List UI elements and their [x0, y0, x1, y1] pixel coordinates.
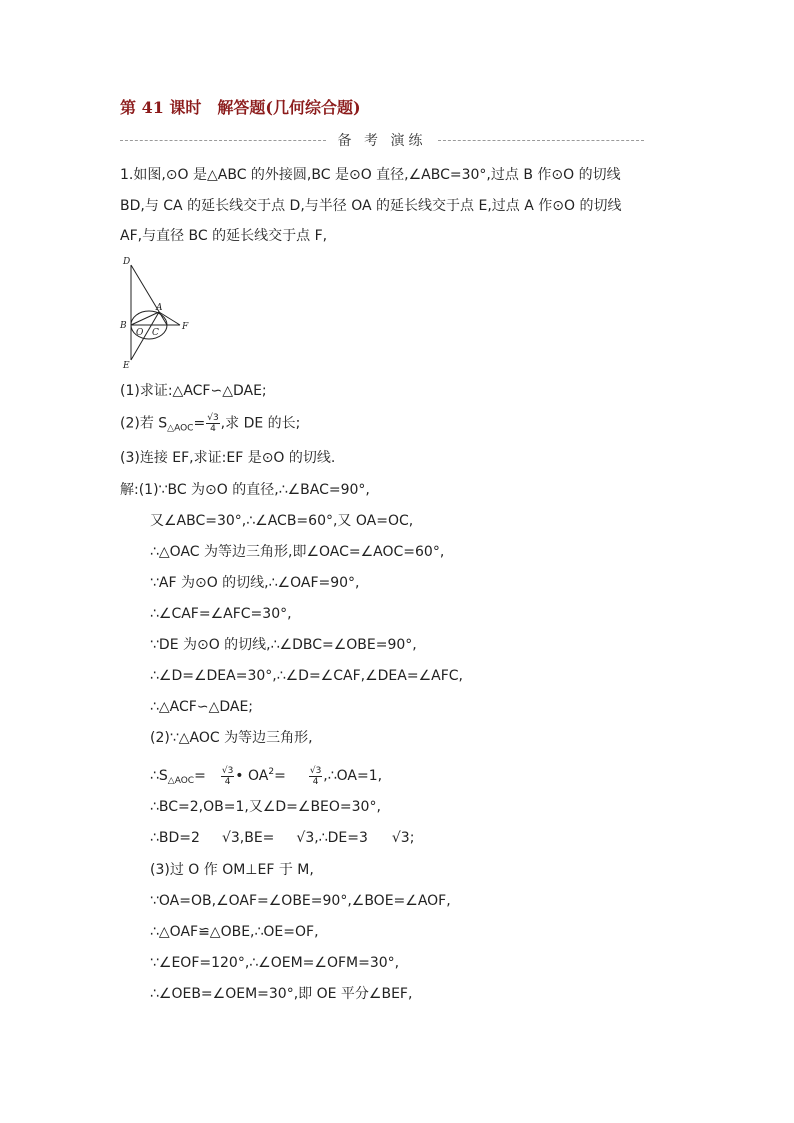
question-2-fraction: [206, 413, 219, 434]
divider-dash-left: [120, 140, 326, 141]
problem-line-1: 1.如图,⊙O 是△ABC 的外接圆,BC 是⊙O 直径,∠ABC=30°,过点 B 作⊙O 的切线: [120, 167, 621, 183]
fraction-denominator: 4: [210, 424, 216, 434]
solution-line-6: ∵DE 为⊙O 的切线,∴∠DBC=∠OBE=90°,: [150, 637, 417, 653]
fraction-numerator: √3: [221, 765, 234, 776]
fraction-numerator: √3: [207, 413, 219, 423]
label-e: E: [123, 361, 130, 370]
problem-line-3: AF,与直径 BC 的延长线交于点 F,: [120, 228, 328, 244]
area-equals-2: =: [274, 768, 286, 784]
solution-line-15: ∴△OAF≌△OBE,∴OE=OF,: [150, 924, 319, 940]
solution-line-7: ∴∠D=∠DEA=30°,∴∠D=∠CAF,∠DEA=∠AFC,: [150, 668, 463, 684]
area-equals: =: [194, 768, 206, 784]
area-superscript: 2: [268, 767, 275, 777]
question-2-subscript: △AOC: [167, 423, 194, 434]
question-1: (1)求证:△ACF∽△DAE;: [120, 383, 267, 399]
solution-line-13: (3)过 O 作 OM⊥EF 于 M,: [150, 862, 314, 878]
solution-line-2: 又∠ABC=30°,∴∠ACB=60°,又 OA=OC,: [150, 513, 414, 529]
geometry-figure: [118, 255, 196, 370]
label-c: C: [152, 328, 159, 338]
lesson-title: 第 41 课时 解答题(几何综合题): [120, 98, 361, 117]
label-a: A: [156, 303, 163, 313]
fraction-numerator: √3: [309, 765, 322, 776]
solution-line-4: ∵AF 为⊙O 的切线,∴∠OAF=90°,: [150, 575, 360, 591]
segment-dc: [131, 265, 167, 325]
solution-line-5: ∴∠CAF=∠AFC=30°,: [150, 606, 292, 622]
divider-dash-right: [438, 140, 644, 141]
question-2-prefix: (2)若 S: [120, 415, 168, 432]
question-2-suffix: ,求 DE 的长;: [220, 415, 301, 432]
solution-line-1: 解:(1)∵BC 为⊙O 的直径,∴∠BAC=90°,: [120, 482, 370, 498]
solution-line-12: [150, 828, 414, 848]
de-root: √3;: [391, 830, 415, 846]
problem-line-2: BD,与 CA 的延长线交于点 D,与半径 OA 的延长线交于点 E,过点 A 作⊙O 的切线: [120, 198, 622, 214]
area-prefix: ∴S: [150, 768, 168, 784]
label-o: O: [136, 328, 144, 338]
solution-line-3: ∴△OAC 为等边三角形,即∠OAC=∠AOC=60°,: [150, 544, 445, 560]
label-b: B: [120, 321, 127, 331]
area-suffix: ,∴OA=1,: [323, 768, 383, 784]
solution-line-16: ∵∠EOF=120°,∴∠OEM=∠OFM=30°,: [150, 955, 400, 971]
geometry-figure-svg: [118, 255, 196, 370]
solution-line-14: ∵OA=OB,∠OAF=∠OBE=90°,∠BOE=∠AOF,: [150, 893, 451, 909]
solution-line-9: (2)∵△AOC 为等边三角形,: [150, 730, 313, 746]
question-3: (3)连接 EF,求证:EF 是⊙O 的切线.: [120, 450, 336, 466]
segment-af: [159, 312, 180, 325]
label-d: D: [123, 257, 131, 267]
area-subscript: △AOC: [167, 776, 195, 786]
area-times-oa: • OA: [235, 768, 269, 784]
de-value: √3,∴DE=3: [296, 830, 368, 846]
area-fraction-1: [221, 766, 234, 787]
question-2: [120, 413, 300, 439]
area-fraction-2: [309, 766, 322, 787]
section-divider: [120, 130, 644, 150]
be-value: √3,BE=: [221, 830, 275, 846]
label-f: F: [182, 322, 189, 332]
solution-line-11: ∴BC=2,OB=1,又∠D=∠BEO=30°,: [150, 799, 381, 815]
bd-value: ∴BD=2: [150, 830, 200, 846]
question-2-equals: =: [193, 415, 206, 432]
section-label: 备 考 演练: [337, 133, 427, 149]
fraction-denominator: 4: [224, 776, 231, 787]
fraction-denominator: 4: [312, 776, 319, 787]
solution-line-17: ∴∠OEB=∠OEM=30°,即 OE 平分∠BEF,: [150, 986, 413, 1002]
solution-line-10: [150, 762, 382, 791]
solution-line-8: ∴△ACF∽△DAE;: [150, 699, 254, 715]
